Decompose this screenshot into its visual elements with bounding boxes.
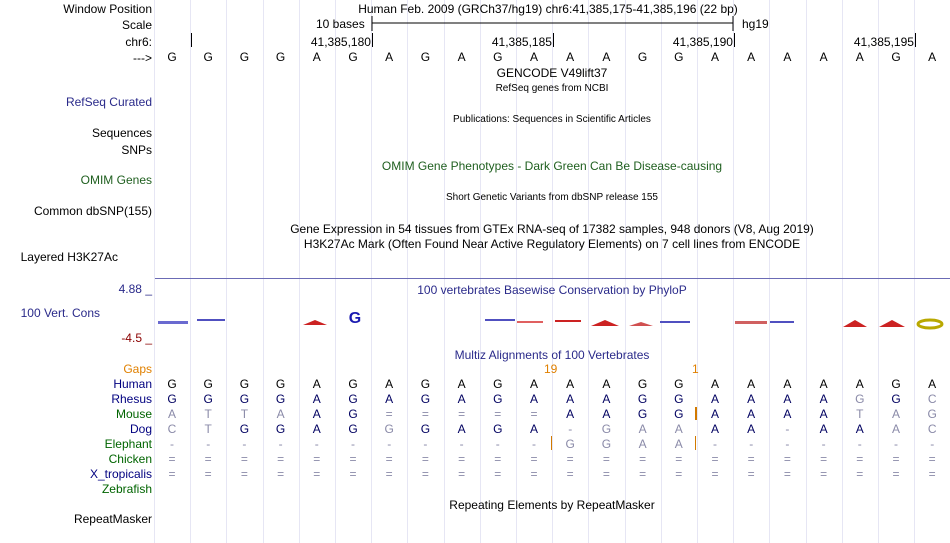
base-gridline	[226, 0, 227, 543]
alignment-base: -	[387, 437, 392, 451]
base-gridline	[335, 0, 336, 543]
alignment-base: =	[313, 452, 321, 466]
alignment-base: A	[819, 392, 828, 406]
base-gridline	[480, 0, 481, 543]
alignment-base: A	[819, 422, 828, 436]
species-label[interactable]: Zebrafish	[101, 482, 152, 496]
alignment-base: G	[420, 422, 431, 436]
alignment-base: =	[313, 467, 321, 481]
alignment-base: A	[819, 377, 828, 391]
alignment-base: C	[167, 422, 177, 436]
track-label-column	[0, 0, 154, 543]
alignment-base: A	[747, 392, 756, 406]
chrom-label[interactable]: chr6:	[125, 35, 152, 49]
alignment-base: =	[421, 407, 429, 421]
alignment-base: G	[275, 377, 286, 391]
alignment-base: T	[204, 422, 212, 436]
ruler-coordinate: 41,385,180	[310, 35, 371, 49]
alignment-base: =	[385, 467, 393, 481]
alignment-base: -	[532, 437, 536, 451]
alignment-base: G	[493, 377, 503, 391]
base-letter: A	[457, 50, 466, 64]
alignment-base: -	[894, 437, 898, 451]
gap-count-2: 1	[692, 362, 699, 376]
alignment-base: =	[892, 467, 900, 481]
alignment-base: =	[783, 452, 791, 466]
base-letter: A	[783, 50, 792, 64]
alignment-base: -	[314, 437, 319, 451]
window-position-text: Human Feb. 2009 (GRCh37/hg19) chr6:41,385,175-41,385,196 (22 bp)	[358, 2, 738, 16]
alignment-base: -	[785, 437, 790, 451]
alignment-base: A	[928, 377, 937, 391]
ruler-tick	[915, 33, 916, 47]
alignment-base: =	[240, 452, 248, 466]
refseq-title[interactable]: RefSeq genes from NCBI	[495, 83, 609, 94]
phylop-max-label: 4.88 _	[118, 282, 152, 296]
alignment-base: G	[348, 407, 358, 421]
alignment-base: A	[529, 377, 538, 391]
alignment-base: =	[820, 452, 828, 466]
alignment-base: G	[927, 407, 937, 421]
phylop-title[interactable]: 100 vertebrates Basewise Conservation by PhyloP	[417, 283, 687, 297]
alignment-base: T	[856, 407, 864, 421]
ruler-tick	[553, 33, 554, 47]
alignment-base: =	[494, 452, 502, 466]
alignment-base: =	[530, 452, 538, 466]
track-separator	[155, 278, 950, 279]
alignment-base: C	[927, 392, 937, 406]
snps-label[interactable]: SNPs	[121, 143, 152, 157]
alignment-base: =	[928, 452, 936, 466]
alignment-base: T	[204, 407, 212, 421]
species-label[interactable]: Rhesus	[111, 392, 152, 406]
base-letter: A	[385, 50, 394, 64]
base-letter: A	[529, 50, 538, 64]
alignment-base: -	[930, 437, 935, 451]
base-gridline	[371, 0, 372, 543]
alignment-base: =	[711, 467, 719, 481]
alignment-base: =	[421, 467, 429, 481]
base-gridline	[154, 0, 155, 543]
alignment-base: =	[747, 467, 755, 481]
base-letter: A	[819, 50, 828, 64]
base-gridline	[769, 0, 770, 543]
scale-bar	[370, 14, 736, 34]
base-letter: A	[566, 50, 575, 64]
base-letter: G	[674, 50, 684, 64]
species-label[interactable]: X_tropicalis	[89, 467, 152, 481]
alignment-base: G	[348, 377, 358, 391]
publications-title[interactable]: Publications: Sequences in Scientific Articles	[453, 114, 651, 125]
alignment-base: G	[493, 422, 503, 436]
scale-db: hg19	[742, 17, 769, 31]
base-letter: A	[747, 50, 756, 64]
species-label[interactable]: Dog	[129, 422, 152, 436]
alignment-base: =	[277, 467, 285, 481]
alignment-base: -	[423, 437, 428, 451]
alignment-base: =	[168, 452, 176, 466]
alignment-base: G	[275, 392, 286, 406]
repeatmasker-label[interactable]: RepeatMasker	[73, 512, 152, 526]
alignment-base: G	[637, 377, 648, 391]
ruler-tick	[734, 33, 735, 47]
alignment-base: A	[385, 392, 394, 406]
alignment-base: =	[675, 467, 683, 481]
alignment-base: A	[602, 392, 611, 406]
base-gridline	[806, 0, 807, 543]
base-gridline	[697, 0, 698, 543]
alignment-base: =	[566, 467, 574, 481]
base-gridline	[625, 0, 626, 543]
alignment-base: G	[674, 392, 684, 406]
alignment-base: =	[349, 452, 357, 466]
species-label[interactable]: Human	[113, 377, 152, 391]
base-letter: A	[928, 50, 937, 64]
alignment-base: A	[674, 422, 683, 436]
alignment-base: =	[566, 452, 574, 466]
h3k27ac-label[interactable]: Layered H3K27Ac	[20, 250, 118, 264]
alignment-base: -	[495, 437, 500, 451]
base-gridline	[407, 0, 408, 543]
alignment-base: G	[239, 422, 250, 436]
base-gridline	[444, 0, 445, 543]
dbsnp-label[interactable]: Common dbSNP(155)	[33, 204, 152, 218]
species-label[interactable]: Mouse	[115, 407, 152, 421]
alignment-base: A	[638, 422, 647, 436]
alignment-base: =	[240, 467, 248, 481]
alignment-base: G	[420, 392, 431, 406]
alignment-base: G	[674, 407, 684, 421]
ruler-coordinate: 41,385,190	[672, 35, 733, 49]
alignment-base: =	[856, 452, 864, 466]
alignment-base: -	[351, 437, 355, 451]
alignment-base: =	[168, 467, 176, 481]
alignment-base: A	[566, 407, 575, 421]
base-letter: G	[203, 50, 213, 64]
alignment-base: A	[457, 392, 466, 406]
species-label[interactable]: Chicken	[108, 452, 152, 466]
alignment-base: A	[710, 407, 719, 421]
alignment-base: =	[639, 467, 647, 481]
strand-toggle[interactable]: --->	[133, 51, 152, 65]
omim-label[interactable]: OMIM Genes	[80, 173, 152, 187]
alignment-base: =	[783, 467, 791, 481]
alignment-base: G	[493, 392, 503, 406]
alignment-base: =	[349, 467, 357, 481]
base-letter: A	[855, 50, 864, 64]
alignment-base: A	[566, 392, 575, 406]
base-gridline	[733, 0, 734, 543]
alignment-base: A	[566, 377, 575, 391]
alignment-base: =	[458, 452, 466, 466]
alignment-base: G	[420, 377, 431, 391]
gaps-label[interactable]: Gaps	[123, 362, 152, 376]
alignment-base: -	[713, 437, 717, 451]
alignment-base: =	[675, 452, 683, 466]
alignment-base: A	[710, 377, 719, 391]
alignment-base: G	[565, 437, 575, 451]
alignment-base: A	[457, 422, 466, 436]
insertion-tick	[695, 407, 697, 420]
ruler-tick	[372, 33, 373, 47]
insertion-tick	[695, 436, 696, 450]
alignment-base: =	[530, 467, 538, 481]
alignment-base: G	[348, 392, 358, 406]
alignment-base: A	[747, 407, 756, 421]
alignment-base: A	[529, 422, 538, 436]
alignment-base: =	[602, 467, 610, 481]
alignment-base: A	[747, 422, 756, 436]
base-letter: G	[239, 50, 250, 64]
alignment-base: C	[927, 422, 937, 436]
alignment-base: -	[749, 437, 754, 451]
alignment-base: -	[857, 437, 862, 451]
base-letter: A	[602, 50, 611, 64]
alignment-base: G	[239, 377, 250, 391]
alignment-base: =	[711, 452, 719, 466]
alignment-base: =	[494, 467, 502, 481]
h3k27ac-title[interactable]: H3K27Ac Mark (Often Found Near Active Regulatory Elements) on 7 cell lines from ENCODE	[303, 237, 801, 251]
alignment-base: G	[601, 437, 612, 451]
omim-title[interactable]: OMIM Gene Phenotypes - Dark Green Can Be Disease-causing	[381, 159, 723, 173]
alignment-base: -	[568, 422, 573, 436]
dbsnp-title[interactable]: Short Genetic Variants from dbSNP release 155	[446, 192, 658, 203]
alignment-base: A	[891, 407, 900, 421]
alignment-base: =	[204, 452, 212, 466]
alignment-base: A	[783, 407, 792, 421]
alignment-base: A	[819, 407, 828, 421]
alignment-base: G	[601, 422, 612, 436]
base-letter: A	[312, 50, 321, 64]
multiz-title[interactable]: Multiz Alignments of 100 Vertebrates	[454, 348, 650, 362]
scale-label[interactable]: Scale	[121, 18, 152, 32]
alignment-base: G	[203, 392, 213, 406]
alignment-base: A	[385, 377, 394, 391]
alignment-base: A	[710, 392, 719, 406]
alignment-base: G	[891, 377, 901, 391]
alignment-base: =	[530, 407, 538, 421]
alignment-base: G	[167, 377, 177, 391]
phylop-min-label: -4.5 _	[121, 331, 152, 345]
alignment-base: A	[529, 392, 538, 406]
alignment-base: G	[275, 422, 286, 436]
insertion-tick	[551, 436, 552, 450]
alignment-base: =	[747, 452, 755, 466]
alignment-base: -	[170, 437, 174, 451]
alignment-base: A	[276, 407, 285, 421]
alignment-base: -	[242, 437, 247, 451]
base-letter: G	[637, 50, 648, 64]
base-gridline	[299, 0, 300, 543]
base-letter: G	[493, 50, 503, 64]
alignment-base: =	[494, 407, 502, 421]
alignment-base: -	[206, 437, 211, 451]
alignment-base: A	[891, 422, 900, 436]
alignment-base: =	[820, 467, 828, 481]
base-gridline	[842, 0, 843, 543]
window-position-label[interactable]: Window Position	[63, 2, 152, 16]
alignment-base: G	[637, 407, 648, 421]
species-label[interactable]: Elephant	[104, 437, 152, 451]
ruler-coordinate: 41,385,195	[853, 35, 914, 49]
alignment-base: =	[458, 407, 466, 421]
repeatmasker-title[interactable]: Repeating Elements by RepeatMasker	[449, 498, 655, 512]
base-letter: A	[710, 50, 719, 64]
base-gridline	[914, 0, 915, 543]
alignment-base: A	[783, 377, 792, 391]
base-gridline	[190, 0, 191, 543]
scale-bases: 10 bases	[316, 17, 365, 31]
base-letter: G	[348, 50, 358, 64]
alignment-base: -	[278, 437, 283, 451]
base-letter: G	[167, 50, 177, 64]
alignment-base: =	[856, 467, 864, 481]
alignment-base: -	[785, 422, 790, 436]
alignment-base: A	[167, 407, 176, 421]
alignment-base: G	[239, 392, 250, 406]
alignment-base: A	[312, 422, 321, 436]
phylop-conservation-logo	[155, 298, 950, 338]
base-gridline	[263, 0, 264, 543]
alignment-base: A	[855, 422, 864, 436]
refseq-label[interactable]: RefSeq Curated	[65, 95, 152, 109]
alignment-base: =	[892, 452, 900, 466]
alignment-base: A	[602, 377, 611, 391]
alignment-base: A	[602, 407, 611, 421]
alignment-base: -	[821, 437, 826, 451]
gtex-title[interactable]: Gene Expression in 54 tissues from GTEx RNA-seq of 17382 samples, 948 donors (V8, Aug 2019)	[290, 222, 814, 236]
svg-text:G: G	[348, 310, 362, 327]
alignment-base: -	[459, 437, 464, 451]
alignment-base: =	[639, 452, 647, 466]
alignment-base: A	[710, 422, 719, 436]
alignment-base: A	[457, 377, 466, 391]
gap-count-1: 19	[544, 362, 558, 376]
alignment-base: =	[928, 467, 936, 481]
base-gridline	[878, 0, 879, 543]
alignment-base: G	[384, 422, 394, 436]
base-letter: G	[891, 50, 901, 64]
base-gridline	[661, 0, 662, 543]
alignment-base: =	[277, 452, 285, 466]
alignment-base: =	[458, 467, 466, 481]
alignment-base: G	[855, 392, 865, 406]
alignment-base: =	[421, 452, 429, 466]
alignment-base: G	[167, 392, 177, 406]
alignment-base: =	[385, 452, 393, 466]
gencode-title[interactable]: GENCODE V49lift37	[496, 66, 608, 80]
alignment-base: A	[747, 377, 756, 391]
ruler-coordinate: 41,385,185	[491, 35, 552, 49]
alignment-base: G	[891, 392, 901, 406]
alignment-base: =	[204, 467, 212, 481]
alignment-base: G	[203, 377, 213, 391]
alignment-base: G	[348, 422, 358, 436]
alignment-base: T	[240, 407, 249, 421]
alignment-base: =	[602, 452, 610, 466]
base-letter: G	[420, 50, 431, 64]
base-letter: G	[275, 50, 286, 64]
sequences-label[interactable]: Sequences	[91, 126, 152, 140]
alignment-base: =	[385, 407, 393, 421]
phylop-label[interactable]: 100 Vert. Cons	[20, 306, 100, 320]
alignment-base: G	[674, 377, 684, 391]
alignment-base: A	[638, 437, 647, 451]
alignment-base: A	[312, 407, 321, 421]
alignment-base: G	[637, 392, 648, 406]
ruler-tick	[191, 33, 192, 47]
alignment-base: A	[312, 392, 321, 406]
alignment-base: A	[783, 392, 792, 406]
alignment-base: A	[855, 377, 864, 391]
alignment-base: A	[312, 377, 321, 391]
alignment-base: A	[674, 437, 683, 451]
